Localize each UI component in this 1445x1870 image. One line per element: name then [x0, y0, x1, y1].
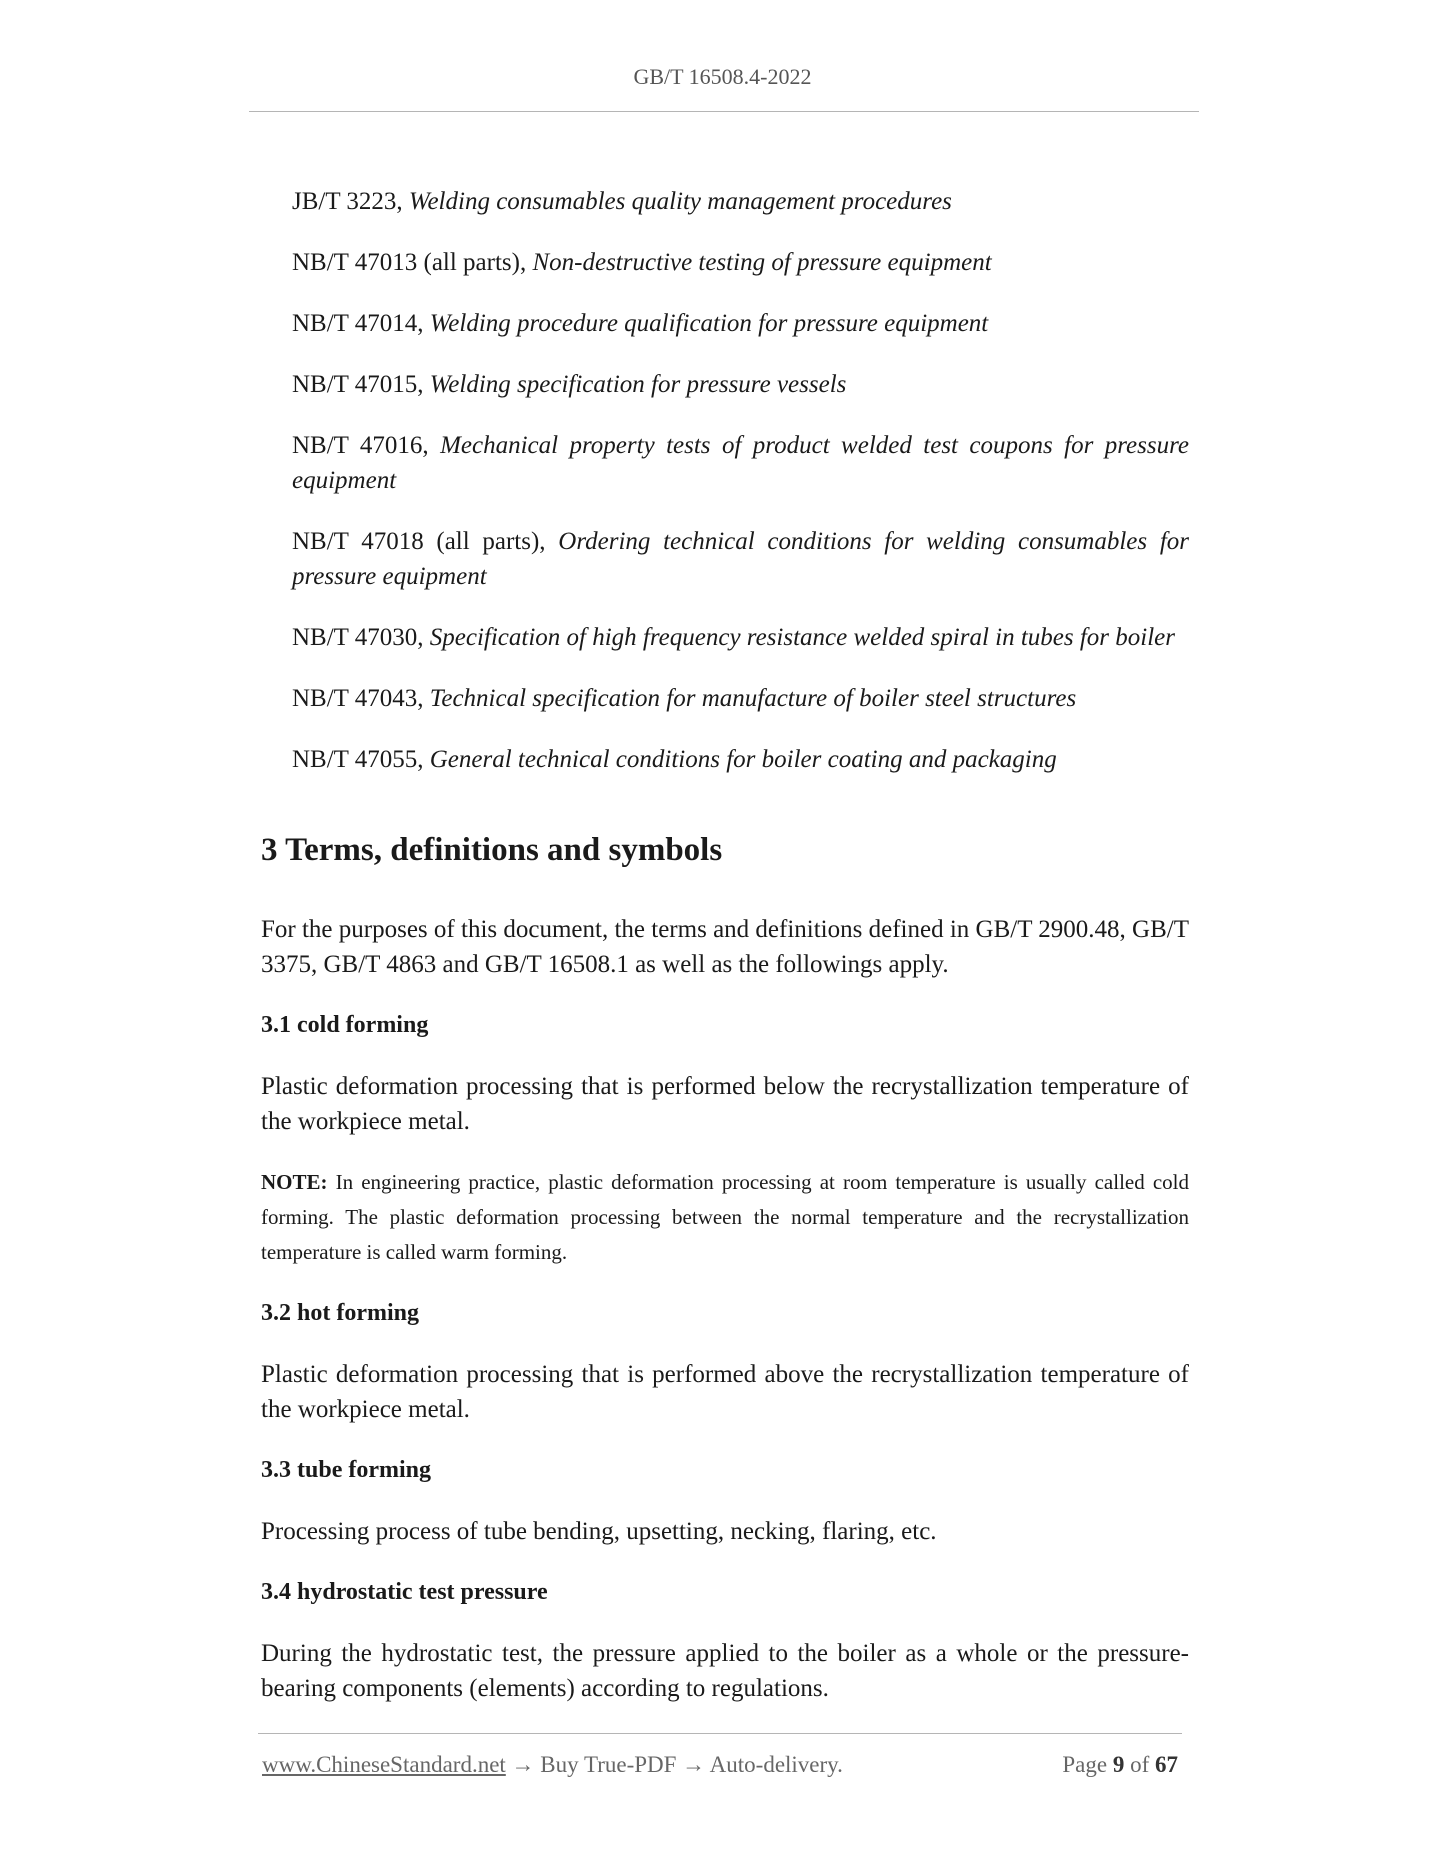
reference-title: Ordering technical conditions for welding consumables for pressure equipment	[292, 528, 1190, 590]
note-text: In engineering practice, plastic deformation processing at room temperature is usually called cold forming. The plastic deformation processing between the normal temperature and the recrystallization temperature is called warm forming.	[261, 1170, 1189, 1264]
reference-title: Welding specification for pressure vessels	[429, 371, 847, 398]
reference-item	[292, 681, 1189, 716]
normative-references-list	[292, 159, 1189, 803]
section-body	[261, 912, 1189, 1732]
reference-title: Mechanical property tests of product welded test coupons for pressure equipment	[292, 432, 1189, 494]
reference-title: Technical specification for manufacture of boiler steel structures	[429, 685, 1077, 712]
reference-title: General technical conditions for boiler coating and packaging	[429, 746, 1057, 773]
term-definition: During the hydrostatic test, the pressure applied to the boiler as a whole or the pressure-bearing components (elements) according to regulations.	[261, 1640, 1189, 1702]
reference-title: Welding procedure qualification for pressure equipment	[429, 310, 989, 337]
header-divider	[249, 111, 1199, 112]
reference-item	[292, 367, 1189, 402]
page-footer	[262, 1752, 1182, 1778]
note-label: NOTE:	[261, 1170, 328, 1194]
footer-divider	[258, 1733, 1182, 1734]
reference-code: NB/T 47043,	[292, 685, 430, 712]
reference-item	[292, 184, 1189, 219]
term-definition: Plastic deformation processing that is performed above the recrystallization temperature of the workpiece metal.	[261, 1361, 1189, 1423]
term-heading: 3.1 cold forming	[261, 1012, 429, 1038]
section-intro: For the purposes of this document, the terms and definitions defined in GB/T 2900.48, GB/T 3375, GB/T 4863 and GB/T 16508.1 as well as the followings apply.	[261, 916, 1189, 978]
section-heading: 3 Terms, definitions and symbols	[261, 832, 723, 868]
term-heading: 3.2 hot forming	[261, 1300, 419, 1326]
reference-code: NB/T 47030,	[292, 624, 430, 651]
current-page: 9	[1112, 1752, 1125, 1777]
reference-title: Welding consumables quality management procedures	[408, 188, 952, 215]
reference-item	[292, 524, 1189, 594]
reference-code: NB/T 47014,	[292, 310, 430, 337]
term-heading: 3.3 tube forming	[261, 1457, 431, 1483]
page-number: Page 9 of 67	[1062, 1752, 1178, 1777]
reference-code: NB/T 47015,	[292, 371, 430, 398]
website-link[interactable]: www.ChineseStandard.net	[262, 1752, 506, 1777]
reference-item	[292, 742, 1189, 777]
reference-title: Non-destructive testing of pressure equipment	[532, 249, 992, 276]
term-heading: 3.4 hydrostatic test pressure	[261, 1579, 548, 1605]
reference-code: NB/T 47055,	[292, 746, 430, 773]
reference-code: JB/T 3223,	[292, 188, 409, 215]
term-definition: Plastic deformation processing that is performed below the recrystallization temperature of the workpiece metal.	[261, 1073, 1189, 1135]
reference-item	[292, 620, 1189, 655]
reference-code: NB/T 47013 (all parts),	[292, 249, 533, 276]
footer-promo-text: → Buy True-PDF → Auto-delivery.	[505, 1752, 843, 1777]
page-header: GB/T 16508.4-2022	[633, 64, 812, 89]
reference-item	[292, 428, 1189, 498]
reference-item	[292, 245, 1189, 280]
term-note	[261, 1165, 1189, 1270]
reference-code: NB/T 47018 (all parts),	[292, 528, 559, 555]
total-pages: 67	[1155, 1752, 1178, 1777]
term-definition: Processing process of tube bending, upsetting, necking, flaring, etc.	[261, 1518, 937, 1545]
reference-title: Specification of high frequency resistance welded spiral in tubes for boiler	[429, 624, 1176, 651]
reference-item	[292, 306, 1189, 341]
reference-code: NB/T 47016,	[292, 432, 441, 459]
